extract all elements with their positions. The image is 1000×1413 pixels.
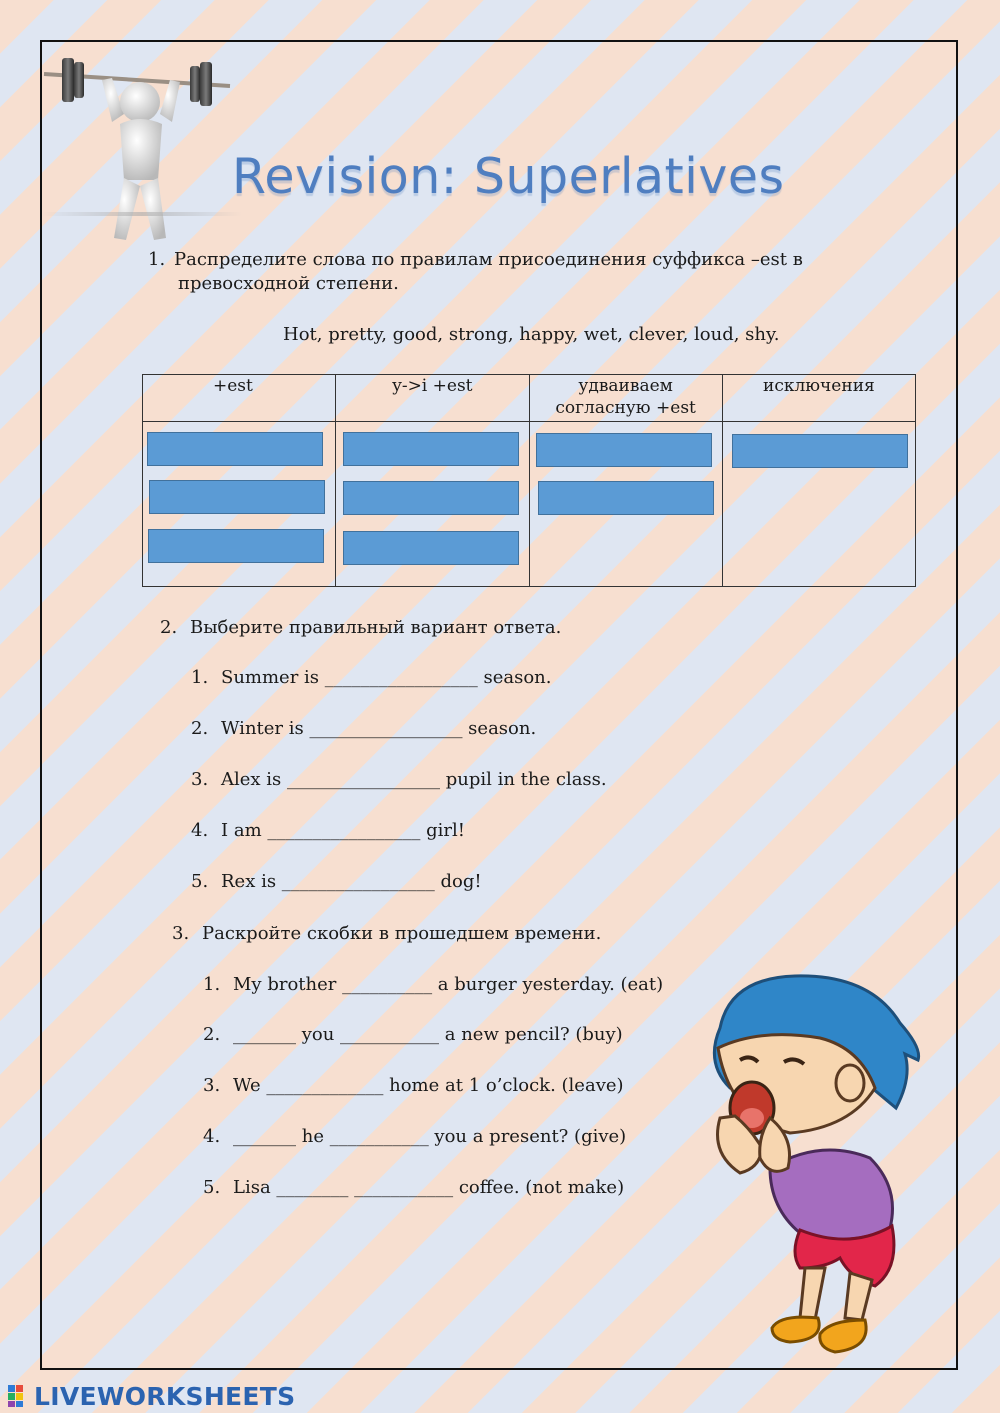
column-header-label: исключения (762, 376, 875, 396)
drop-box[interactable] (732, 434, 908, 468)
drop-column-y-i (336, 422, 529, 587)
exercise-item[interactable] (191, 768, 607, 792)
exercise-item[interactable] (203, 973, 663, 997)
page-title: Revision: Superlatives (232, 148, 785, 205)
sorting-table (142, 374, 916, 587)
section1-number: 1. (148, 249, 166, 270)
column-header-y-i (336, 375, 529, 422)
drop-box[interactable] (343, 481, 519, 515)
item-text: I am _________________ girl! (221, 820, 465, 841)
section3-instruction (172, 922, 601, 946)
item-number: 1. (191, 667, 209, 688)
section3-number: 3. (172, 923, 190, 944)
column-header-exceptions (722, 375, 915, 422)
item-number: 3. (203, 1075, 221, 1096)
exercise-item[interactable] (203, 1074, 624, 1098)
drop-box[interactable] (343, 432, 519, 466)
exercise-item[interactable] (191, 870, 482, 894)
drop-column-double (529, 422, 722, 587)
column-header-label: +est (213, 376, 253, 396)
exercise-item[interactable] (191, 717, 536, 741)
drop-box[interactable] (343, 531, 519, 565)
item-number: 2. (191, 718, 209, 739)
column-header-label-line2: согласную +est (555, 398, 696, 418)
exercise-item[interactable] (203, 1176, 624, 1200)
section2-instruction-text: Выберите правильный вариант ответа. (190, 617, 562, 638)
item-number: 2. (203, 1024, 221, 1045)
item-text: _______ you ___________ a new pencil? (buy) (233, 1024, 623, 1045)
column-header-label: y->i +est (392, 376, 473, 396)
shouting-boy-icon (700, 968, 930, 1368)
drop-box[interactable] (538, 481, 714, 515)
section1-instruction (148, 248, 803, 272)
drop-box[interactable] (148, 529, 324, 563)
drop-column-est (143, 422, 336, 587)
item-number: 1. (203, 974, 221, 995)
item-text: We _____________ home at 1 o’clock. (leave) (233, 1075, 624, 1096)
item-text: My brother __________ a burger yesterday. (eat) (233, 974, 664, 995)
footer-logo-text[interactable]: LIVEWORKSHEETS (34, 1382, 296, 1411)
item-number: 5. (191, 871, 209, 892)
item-number: 4. (203, 1126, 221, 1147)
section2-number: 2. (160, 617, 178, 638)
section2-instruction (160, 616, 561, 640)
liveworksheets-logo-icon (8, 1385, 34, 1407)
section1-instruction-line2: превосходной степени. (178, 273, 399, 294)
drop-box[interactable] (536, 433, 712, 467)
item-text: Alex is _________________ pupil in the class. (221, 769, 607, 790)
weightlifter-icon (42, 52, 232, 252)
exercise-item[interactable] (203, 1125, 626, 1149)
item-number: 3. (191, 769, 209, 790)
item-text: Rex is _________________ dog! (221, 871, 482, 892)
item-text: _______ he ___________ you a present? (give) (233, 1126, 627, 1147)
column-header-label: удваиваем (578, 376, 673, 396)
item-text: Summer is _________________ season. (221, 667, 552, 688)
section3-instruction-text: Раскройте скобки в прошедшем времени. (202, 923, 602, 944)
drop-box[interactable] (149, 480, 325, 514)
section1-instruction-line1: Распределите слова по правилам присоединения суффикса –est в (174, 249, 803, 270)
column-header-double (529, 375, 722, 422)
exercise-item[interactable] (203, 1023, 623, 1047)
item-text: Winter is _________________ season. (221, 718, 537, 739)
column-header-est (143, 375, 336, 422)
item-number: 5. (203, 1177, 221, 1198)
item-number: 4. (191, 820, 209, 841)
exercise-item[interactable] (191, 666, 552, 690)
drop-box[interactable] (147, 432, 323, 466)
drop-column-exceptions (722, 422, 915, 587)
word-bank: Hot, pretty, good, strong, happy, wet, clever, loud, shy. (283, 324, 780, 345)
exercise-item[interactable] (191, 819, 465, 843)
item-text: Lisa ________ ___________ coffee. (not make) (233, 1177, 625, 1198)
floor-reflection (42, 212, 242, 216)
